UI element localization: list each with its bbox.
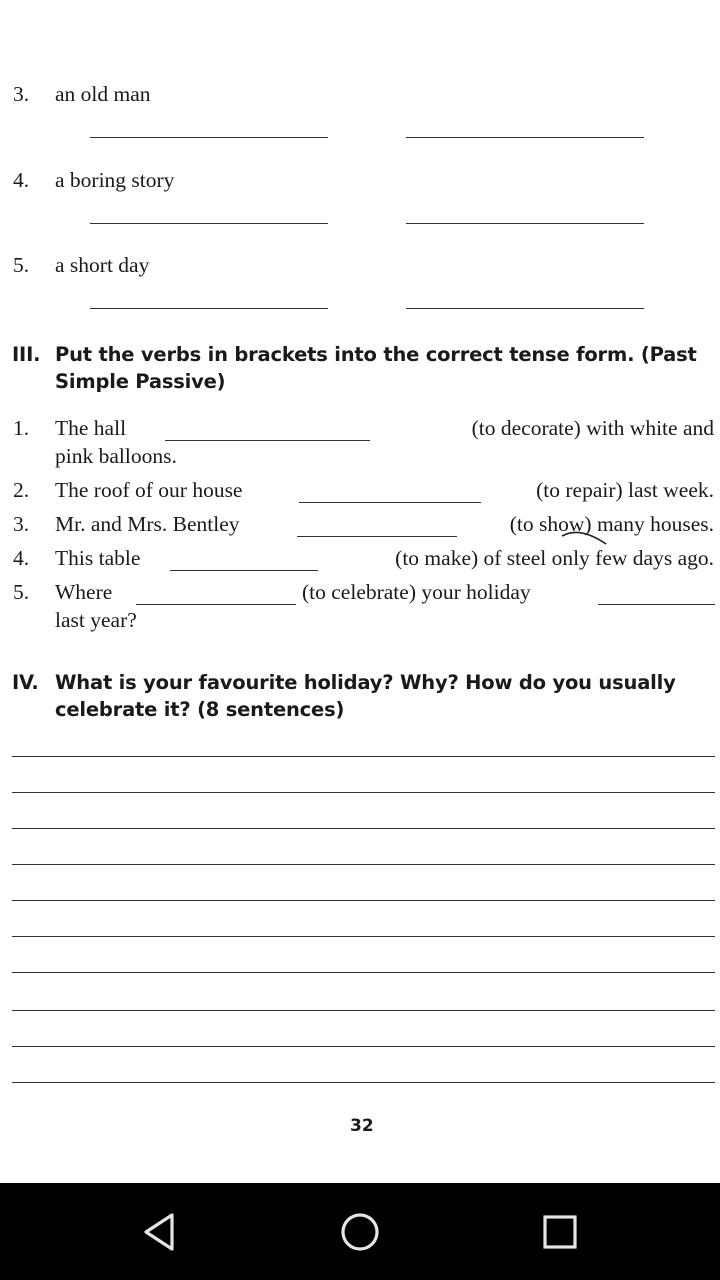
item-number: 5. [13,580,30,604]
sentence-cont: pink balloons. [55,444,177,468]
writing-line [12,1046,715,1047]
section-number: IV. [12,671,39,694]
answer-blank [165,440,370,441]
answer-blank [406,308,644,309]
writing-line [12,900,715,901]
section-heading-cont: Simple Passive) [55,370,226,393]
sentence-end: (to repair) last week. [536,478,714,502]
writing-line [12,1010,715,1011]
pen-mark-icon [560,528,610,548]
phrase-text: a short day [55,253,150,277]
writing-line [12,828,715,829]
sentence-start: Mr. and Mrs. Bentley [55,512,240,536]
answer-blank [90,137,328,138]
item-number: 1. [13,416,30,440]
sentence-start: Where [55,580,113,604]
section-number: III. [12,343,41,366]
answer-blank [406,137,644,138]
answer-blank [598,604,715,605]
item-number: 4. [13,546,30,570]
writing-line [12,936,715,937]
recents-square-icon[interactable] [538,1210,582,1254]
answer-blank [299,502,481,503]
answer-blank [297,536,457,537]
phrase-text: a boring story [55,168,175,192]
item-number: 2. [13,478,30,502]
back-triangle-icon[interactable] [138,1210,182,1254]
home-circle-icon[interactable] [338,1210,382,1254]
navigation-bar [0,1183,720,1280]
sentence-end: (to decorate) with white and [471,416,714,440]
answer-blank [406,223,644,224]
sentence-end: (to celebrate) your holiday [302,580,531,604]
answer-blank [90,223,328,224]
writing-line [12,1082,715,1083]
item-number: 3. [13,82,30,106]
section-heading-cont: celebrate it? (8 sentences) [55,698,345,721]
sentence-end: (to show) many houses. [509,512,714,536]
writing-line [12,792,715,793]
sentence-cont: last year? [55,608,137,632]
item-number: 4. [13,168,30,192]
answer-blank [136,604,296,605]
item-number: 5. [13,253,30,277]
writing-line [12,756,715,757]
section-heading: Put the verbs in brackets into the correct tense form. (Past [55,343,697,366]
section-heading: What is your favourite holiday? Why? How do you usually [55,671,676,694]
sentence-start: This table [55,546,141,570]
answer-blank [90,308,328,309]
sentence-end: (to make) of steel only few days ago. [395,546,714,570]
writing-line [12,864,715,865]
writing-line [12,972,715,973]
sentence-start: The roof of our house [55,478,243,502]
sentence-start: The hall [55,416,127,440]
answer-blank [170,570,318,571]
page-number: 32 [350,1116,374,1136]
item-number: 3. [13,512,30,536]
phrase-text: an old man [55,82,151,106]
